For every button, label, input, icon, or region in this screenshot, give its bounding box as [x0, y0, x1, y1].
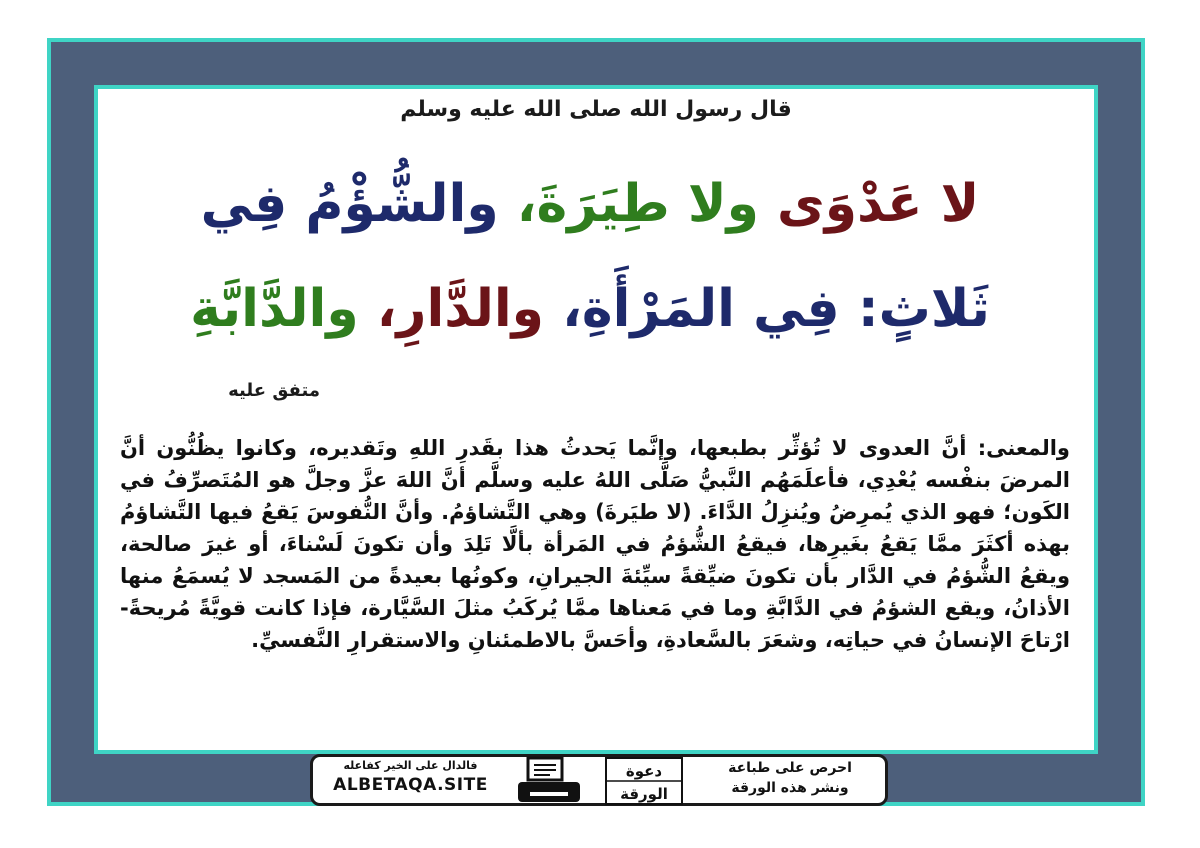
hadith-source: متفق عليه: [228, 380, 320, 401]
hadith-phrase-animal: والدَّابَّةِ: [190, 279, 359, 339]
explanation-paragraph: والمعنى: أنَّ العدوى لا تُؤثِّر بطبعها، وإنَّما يَحدثُ هذا بقَدرِ اللهِ وتَقديره، وكانوا يظُنُّون أنَّ المرضَ بنفْسه يُعْدِي، فأعلَمَهُم النَّبيُّ صَلَّى اللهُ عليه وسلَّم أنَّ اللهَ عزَّ وجلَّ هو المُتَصرِّفُ في الكَون؛ فهو الذي يُمرِضُ ويُنزِلُ الدَّاءَ. (لا طيَرةَ) وهي التَّشاؤمُ. وأنَّ النُّفوسَ يَقعُ فيها التَّشاؤمُ بهذه أكثَرَ ممَّا يَقعُ بغَيرِها، فيقعُ الشُّؤمُ في المَرأة بألَّا تَلِدَ وأن تكونَ لَسْناءَ، أو غيرَ صالحة، ويقعُ الشُّؤمُ في الدَّار بأن تكونَ ضيِّقةً سيِّئةَ الجيرانِ، وكونُها بعيدةً من المَسجد لا يُسمَعُ منها الأذانُ، ويقع الشؤمُ في الدَّابَّةِ وما في مَعناها ممَّا يُركَبُ مثلَ السَّيَّارة، فإذا كانت قويَّةً مُريحةً- ارْتاحَ الإنسانُ في حياتِه، وشعَرَ بالسَّعادةِ، وأحَسَّ بالاطمئنانِ والاستقرارِ النَّفسيِّ.: [120, 436, 1070, 652]
printer-icon: [514, 756, 584, 806]
hadith-phrase-no-contagion: لا عَدْوَى: [777, 174, 980, 234]
hadith-line-1: [150, 174, 1030, 234]
footer-print-line-1: احرص على طباعة: [728, 760, 852, 776]
logo-text-bottom: الورقة: [620, 785, 668, 803]
logo-text-top: دعوة: [625, 762, 663, 780]
footer-caption: فالدال على الخير كفاعله: [343, 759, 478, 772]
intro-line: قال رسول الله صلى الله عليه وسلم: [400, 97, 792, 122]
footer-print-line-2: ونشر هذه الورقة: [731, 780, 849, 796]
hadith-phrase-bad-luck: والشُّؤْمُ فِي: [200, 174, 499, 234]
hadith-line-2: [150, 279, 1030, 339]
footer-site-link[interactable]: ALBETAQA.SITE: [333, 775, 488, 795]
footer-website-block[interactable]: [318, 756, 503, 804]
hadith-phrase-woman: فِي المَرْأَةِ،: [562, 279, 840, 339]
footer-print-note: [700, 758, 880, 804]
hadith-phrase-three: ثَلاثٍ:: [857, 279, 990, 339]
hadith-phrase-no-omen: ولا طِيَرَةَ،: [516, 174, 759, 234]
logo-mark: [605, 757, 683, 805]
hadith-phrase-house: والدَّارِ،: [376, 279, 545, 339]
